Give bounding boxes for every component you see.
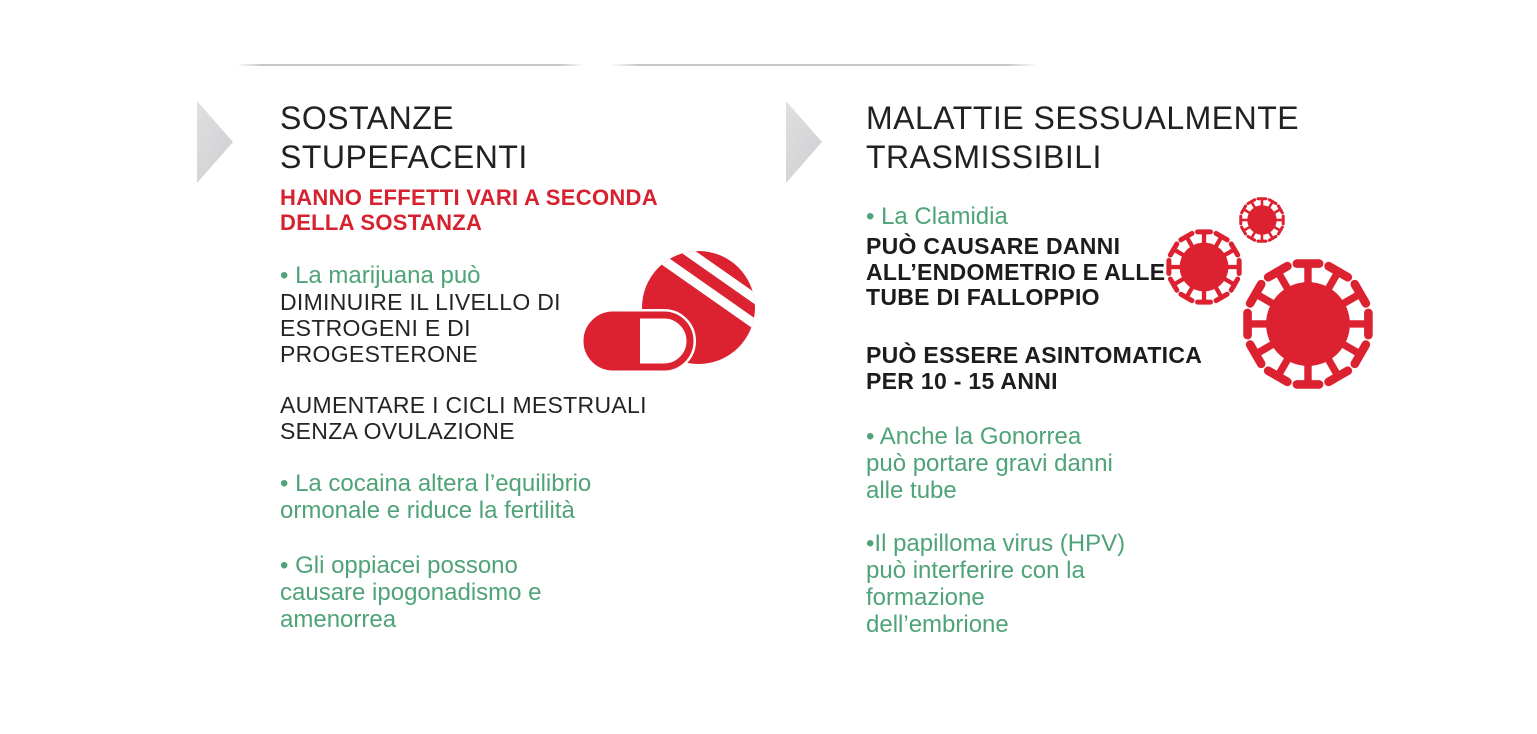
text-line: PUÒ ESSERE ASINTOMATICA bbox=[866, 342, 1203, 368]
subtitle-line: DELLA SOSTANZA bbox=[280, 210, 483, 235]
title-line: MALATTIE SESSUALMENTE bbox=[866, 100, 1300, 136]
text-line: può portare gravi danni bbox=[866, 450, 1113, 477]
left-section-title bbox=[280, 99, 528, 177]
text-line: dell’embrione bbox=[866, 611, 1009, 638]
cycles-item bbox=[280, 392, 647, 444]
gonorrhea-item bbox=[866, 423, 1113, 504]
bullet-line: • Anche la Gonorrea bbox=[866, 423, 1082, 450]
text-line: ESTROGENI E DI bbox=[280, 315, 471, 341]
text-line: PUÒ CAUSARE DANNI bbox=[866, 233, 1121, 259]
text-line: PER 10 - 15 ANNI bbox=[866, 367, 1058, 394]
text-line: DIMINUIRE IL LIVELLO DI bbox=[280, 289, 561, 315]
top-divider-right bbox=[610, 64, 1037, 66]
text-line: formazione bbox=[866, 584, 985, 611]
title-line: SOSTANZE bbox=[280, 100, 455, 136]
bullet-line: •Il papilloma virus (HPV) bbox=[866, 530, 1126, 557]
virus-large bbox=[1248, 264, 1369, 385]
left-section-subtitle bbox=[280, 185, 658, 235]
text-line: amenorrea bbox=[280, 606, 397, 633]
right-arrow-icon bbox=[786, 101, 822, 183]
right-arrow-icon bbox=[197, 101, 233, 183]
title-line: TRASMISSIBILI bbox=[866, 139, 1102, 175]
bullet-line: • La cocaina altera l’equilibrio bbox=[280, 470, 592, 497]
virus-particles-icon bbox=[1155, 188, 1390, 398]
virus-small bbox=[1241, 199, 1283, 241]
bullet-line: • La Clamidia bbox=[866, 203, 1008, 230]
cocaine-item bbox=[280, 470, 591, 524]
chlamydia-bullet bbox=[866, 203, 1008, 230]
bullet-line: • Gli oppiacei possono bbox=[280, 552, 518, 579]
hpv-item bbox=[866, 530, 1125, 638]
title-line: STUPEFACENTI bbox=[280, 139, 528, 175]
marijuana-item bbox=[280, 262, 561, 367]
chlamydia-item bbox=[866, 234, 1165, 311]
bullet-line: • La marijuana può bbox=[280, 262, 481, 289]
virus-medium bbox=[1169, 232, 1239, 302]
text-line: ormonale e riduce la fertilità bbox=[280, 497, 575, 524]
right-section-title bbox=[866, 99, 1299, 177]
pill-and-tablet-icon bbox=[578, 242, 768, 377]
text-line: AUMENTARE I CICLI MESTRUALI bbox=[280, 392, 647, 418]
text-line: SENZA OVULAZIONE bbox=[280, 418, 515, 444]
opiates-item bbox=[280, 552, 542, 633]
top-divider-left bbox=[237, 64, 584, 66]
asymptomatic-item bbox=[866, 343, 1202, 394]
text-line: TUBE DI FALLOPPIO bbox=[866, 284, 1100, 310]
text-line: può interferire con la bbox=[866, 557, 1085, 584]
text-line: PROGESTERONE bbox=[280, 341, 478, 367]
text-line: alle tube bbox=[866, 477, 957, 504]
text-line: causare ipogonadismo e bbox=[280, 579, 542, 606]
subtitle-line: HANNO EFFETTI VARI A SECONDA bbox=[280, 185, 658, 210]
text-line: ALL’ENDOMETRIO E ALLE bbox=[866, 258, 1166, 285]
